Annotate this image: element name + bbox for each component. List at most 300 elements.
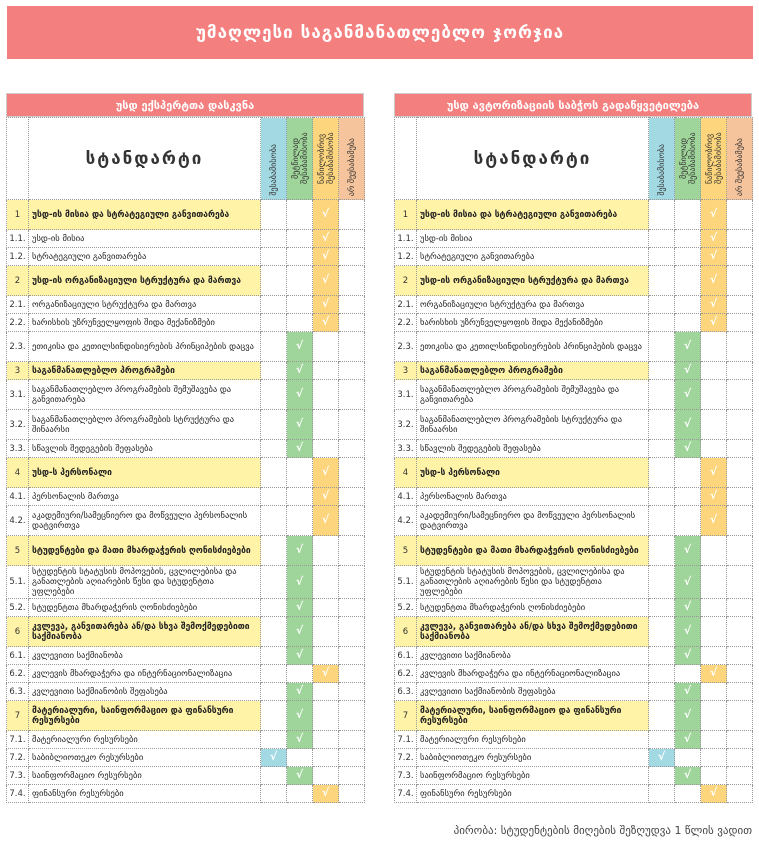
compliant-cell	[261, 410, 287, 440]
standard-name: საგანმანათლებლო პროგრამების შემუშავება და განვითარება	[417, 380, 649, 410]
partial-cell	[701, 362, 727, 380]
check-icon: √	[295, 708, 304, 721]
panel-title: უსდ ექსპერტთა დასკვნა	[6, 93, 364, 117]
partial-cell	[701, 599, 727, 617]
partial-cell	[313, 458, 339, 488]
section-row	[395, 266, 753, 296]
standard-name: კვლევის მხარდაჭერა და ინტერნაციონალიზაცია	[417, 665, 649, 683]
row-number: 6.1.	[7, 647, 29, 665]
standard-name: ეთიკისა და კეთილსინდისიერების პრინციპების დაცვა	[417, 332, 649, 362]
standard-name: უსდ-ის ორგანიზაციული სტრუქტურა და მართვა	[417, 266, 649, 296]
mostly-cell	[675, 314, 701, 332]
partial-cell	[313, 683, 339, 701]
noncompliant-cell	[339, 647, 365, 665]
compliant-cell	[261, 200, 287, 230]
noncompliant-cell	[339, 767, 365, 785]
noncompliant-cell	[727, 536, 753, 566]
table-row	[395, 647, 753, 665]
partial-cell	[701, 458, 727, 488]
mostly-cell	[675, 749, 701, 767]
mostly-cell	[287, 536, 313, 566]
noncompliant-cell	[727, 599, 753, 617]
standard-name: საინფორმაციო რესურსები	[29, 767, 261, 785]
table-row	[395, 731, 753, 749]
mostly-cell	[287, 785, 313, 803]
noncompliant-cell	[339, 731, 365, 749]
check-icon: √	[709, 273, 718, 286]
check-icon: √	[709, 249, 718, 262]
check-icon: √	[683, 363, 692, 376]
noncompliant-cell	[727, 332, 753, 362]
check-icon: √	[709, 465, 718, 478]
standard-name: პერსონალის მართვა	[417, 488, 649, 506]
row-number: 3	[395, 362, 417, 380]
row-number: 4.1.	[7, 488, 29, 506]
noncompliant-cell	[727, 488, 753, 506]
row-number: 3.3.	[395, 440, 417, 458]
table-row	[395, 296, 753, 314]
compliant-cell	[261, 230, 287, 248]
partial-cell	[313, 230, 339, 248]
compliant-cell	[261, 683, 287, 701]
noncompliant-cell	[727, 266, 753, 296]
row-number: 4.2.	[395, 506, 417, 536]
mostly-cell	[675, 488, 701, 506]
mostly-cell	[675, 701, 701, 731]
num-header	[7, 118, 29, 200]
num-header	[395, 118, 417, 200]
row-number: 2.1.	[7, 296, 29, 314]
row-number: 2.3.	[395, 332, 417, 362]
row-number: 5	[7, 536, 29, 566]
row-number: 7.2.	[7, 749, 29, 767]
partial-cell	[701, 380, 727, 410]
table-row	[7, 599, 365, 617]
noncompliant-cell	[339, 230, 365, 248]
partial-cell	[701, 617, 727, 647]
partial-cell	[313, 767, 339, 785]
standard-name: სწავლის შედეგების შეფასება	[417, 440, 649, 458]
compliant-cell	[261, 458, 287, 488]
row-number: 7	[7, 701, 29, 731]
partial-cell	[313, 314, 339, 332]
compliant-cell	[261, 701, 287, 731]
partial-cell	[701, 566, 727, 599]
noncompliant-cell	[339, 665, 365, 683]
check-icon: √	[683, 648, 692, 661]
compliant-cell	[649, 566, 675, 599]
mostly-cell	[287, 683, 313, 701]
standard-name: საგანმანათლებლო პროგრამების შემუშავება და განვითარება	[29, 380, 261, 410]
noncompliant-cell	[727, 683, 753, 701]
compliant-cell	[649, 248, 675, 266]
row-number: 3	[7, 362, 29, 380]
standard-name: უსდ-ის მისია	[29, 230, 261, 248]
partial-cell	[313, 566, 339, 599]
partial-header: ნაწილობრივ შესაბამისობა	[701, 118, 727, 200]
partial-cell	[701, 296, 727, 314]
check-icon: √	[321, 489, 330, 502]
compliant-cell	[649, 440, 675, 458]
table-row	[395, 380, 753, 410]
standard-name: საბიბლიოთეკო რესურსები	[29, 749, 261, 767]
compliant-cell	[261, 566, 287, 599]
table-row	[7, 332, 365, 362]
mostly-cell	[287, 200, 313, 230]
compliant-header: შესაბამისობა	[261, 118, 287, 200]
partial-cell	[313, 380, 339, 410]
row-number: 3.2.	[395, 410, 417, 440]
partial-cell	[701, 683, 727, 701]
compliant-cell	[649, 200, 675, 230]
check-icon: √	[709, 207, 718, 220]
row-number: 2.2.	[7, 314, 29, 332]
standard-name: სტუდენტის სტატუსის მოპოვების, ცვლილებისა და განათლების აღიარების წესი და სტუდენტთა უფლებები	[29, 566, 261, 599]
mostly-cell	[287, 248, 313, 266]
standard-name: უსდ-ის მისია და სტრატეგიული განვითარება	[417, 200, 649, 230]
compliant-cell	[261, 767, 287, 785]
noncompliant-cell	[727, 440, 753, 458]
standard-name: საინფორმაციო რესურსები	[417, 767, 649, 785]
compliant-cell	[649, 647, 675, 665]
noncompliant-cell	[727, 731, 753, 749]
mostly-cell	[675, 440, 701, 458]
row-number: 7.1.	[395, 731, 417, 749]
row-number: 5	[395, 536, 417, 566]
compliant-header: შესაბამისობა	[649, 118, 675, 200]
row-number: 7.4.	[395, 785, 417, 803]
partial-cell	[701, 488, 727, 506]
noncompliant-cell	[339, 749, 365, 767]
standard-name: ეთიკისა და კეთილსინდისიერების პრინციპების დაცვა	[29, 332, 261, 362]
mostly-cell	[675, 248, 701, 266]
check-icon: √	[321, 297, 330, 310]
compliant-cell	[649, 230, 675, 248]
check-icon: √	[295, 600, 304, 613]
standard-header: სტანდარტი	[417, 118, 649, 200]
row-number: 1.2.	[395, 248, 417, 266]
noncompliant-cell	[727, 296, 753, 314]
check-icon: √	[709, 786, 718, 799]
mostly-cell	[675, 230, 701, 248]
noncompliant-cell	[727, 506, 753, 536]
partial-cell	[313, 749, 339, 767]
standard-name: ხარისხის უზრუნველყოფის შიდა მექანიზმები	[417, 314, 649, 332]
row-number: 3.1.	[395, 380, 417, 410]
standard-name: სტრატეგიული განვითარება	[29, 248, 261, 266]
noncompliant-header: არ შეესაბამება	[727, 118, 753, 200]
section-row	[7, 617, 365, 647]
table-row	[395, 440, 753, 458]
standard-name: ხარისხის უზრუნველყოფის შიდა მექანიზმები	[29, 314, 261, 332]
panel-title: უსდ ავტორიზაციის საბჭოს გადაწყვეტილება	[394, 93, 752, 117]
noncompliant-header: არ შეესაბამება	[339, 118, 365, 200]
noncompliant-cell	[727, 701, 753, 731]
mostly-cell	[287, 647, 313, 665]
noncompliant-cell	[727, 410, 753, 440]
standard-name: მატერიალური რესურსები	[29, 731, 261, 749]
mostly-cell	[287, 362, 313, 380]
table-row	[7, 683, 365, 701]
section-row	[7, 458, 365, 488]
standard-name: სტუდენტთა მხარდაჭერის ღონისძიებები	[29, 599, 261, 617]
check-icon: √	[295, 417, 304, 430]
row-number: 6.1.	[395, 647, 417, 665]
partial-cell	[313, 362, 339, 380]
compliant-cell	[261, 536, 287, 566]
section-row	[7, 200, 365, 230]
compliant-cell	[649, 665, 675, 683]
compliant-cell	[261, 506, 287, 536]
partial-cell	[313, 248, 339, 266]
mostly-cell	[675, 506, 701, 536]
table-row	[395, 665, 753, 683]
row-number: 5.1.	[7, 566, 29, 599]
table-row	[395, 314, 753, 332]
compliant-cell	[649, 488, 675, 506]
row-number: 3.2.	[7, 410, 29, 440]
noncompliant-cell	[727, 785, 753, 803]
compliant-cell	[261, 749, 287, 767]
row-number: 2	[395, 266, 417, 296]
noncompliant-cell	[727, 230, 753, 248]
partial-cell	[701, 647, 727, 665]
partial-cell	[313, 617, 339, 647]
mostly-cell	[287, 566, 313, 599]
compliant-cell	[649, 332, 675, 362]
noncompliant-cell	[339, 488, 365, 506]
mostly-cell	[675, 566, 701, 599]
check-icon: √	[321, 273, 330, 286]
standard-name: მატერიალური რესურსები	[417, 731, 649, 749]
table-row	[7, 647, 365, 665]
table-body	[395, 118, 753, 803]
standard-name: უსდ-ს პერსონალი	[29, 458, 261, 488]
standard-name: ორგანიზაციული სტრუქტურა და მართვა	[417, 296, 649, 314]
standard-header: სტანდარტი	[29, 118, 261, 200]
row-number: 6	[395, 617, 417, 647]
noncompliant-cell	[339, 458, 365, 488]
compliant-cell	[261, 785, 287, 803]
noncompliant-cell	[727, 617, 753, 647]
page-title: უმაღლესი საგანმანათლებლო ჯორჯია	[7, 6, 753, 59]
standard-name: კვლევითი საქმიანობის შეფასება	[29, 683, 261, 701]
standard-name: ორგანიზაციული სტრუქტურა და მართვა	[29, 296, 261, 314]
check-icon: √	[295, 543, 304, 556]
check-icon: √	[683, 600, 692, 613]
mostly-cell	[675, 332, 701, 362]
mostly-cell	[675, 599, 701, 617]
mostly-cell	[287, 665, 313, 683]
row-number: 7.3.	[7, 767, 29, 785]
partial-cell	[701, 410, 727, 440]
noncompliant-cell	[339, 410, 365, 440]
table-row	[7, 296, 365, 314]
partial-cell	[313, 332, 339, 362]
table-row	[7, 749, 365, 767]
check-icon: √	[683, 339, 692, 352]
noncompliant-cell	[339, 440, 365, 458]
partial-cell	[313, 731, 339, 749]
compliant-cell	[649, 362, 675, 380]
compliant-cell	[649, 314, 675, 332]
noncompliant-cell	[339, 617, 365, 647]
table-row	[7, 248, 365, 266]
standard-name: სწავლის შედეგების შეფასება	[29, 440, 261, 458]
compliant-cell	[261, 314, 287, 332]
partial-cell	[701, 230, 727, 248]
table-row	[395, 767, 753, 785]
check-icon: √	[295, 732, 304, 745]
partial-cell	[313, 410, 339, 440]
row-number: 6.3.	[7, 683, 29, 701]
compliant-cell	[649, 380, 675, 410]
check-icon: √	[657, 750, 666, 763]
partial-cell	[701, 665, 727, 683]
table-row	[7, 731, 365, 749]
noncompliant-cell	[339, 566, 365, 599]
compliant-cell	[261, 440, 287, 458]
mostly-cell	[675, 617, 701, 647]
partial-cell	[701, 749, 727, 767]
partial-cell	[313, 200, 339, 230]
partial-cell	[701, 536, 727, 566]
noncompliant-cell	[727, 647, 753, 665]
standard-name: ფინანსური რესურსები	[417, 785, 649, 803]
table-row	[7, 506, 365, 536]
check-icon: √	[683, 624, 692, 637]
check-icon: √	[683, 732, 692, 745]
standard-name: მატერიალური, საინფორმაციო და ფინანსური რესურსები	[29, 701, 261, 731]
mostly-cell	[675, 410, 701, 440]
table-row	[7, 767, 365, 785]
mostly-cell	[675, 362, 701, 380]
standard-name: საგანმანათლებლო პროგრამები	[29, 362, 261, 380]
check-icon: √	[709, 489, 718, 502]
table-row	[7, 380, 365, 410]
mostly-cell	[675, 536, 701, 566]
check-icon: √	[295, 441, 304, 454]
section-row	[395, 701, 753, 731]
standard-name: სტუდენტები და მათი მხარდაჭერის ღონისძიებები	[417, 536, 649, 566]
mostly-cell	[287, 266, 313, 296]
standard-name: უსდ-ს პერსონალი	[417, 458, 649, 488]
table-row	[7, 440, 365, 458]
table-row	[7, 785, 365, 803]
standard-name: კვლევითი საქმიანობა	[29, 647, 261, 665]
noncompliant-cell	[339, 506, 365, 536]
check-icon: √	[683, 417, 692, 430]
partial-cell	[313, 440, 339, 458]
compliant-cell	[649, 296, 675, 314]
mostly-cell	[675, 200, 701, 230]
partial-cell	[313, 296, 339, 314]
row-number: 6.2.	[395, 665, 417, 683]
standard-name: საბიბლიოთეკო რესურსები	[417, 749, 649, 767]
row-number: 6.2.	[7, 665, 29, 683]
row-number: 2.2.	[395, 314, 417, 332]
noncompliant-cell	[339, 332, 365, 362]
compliant-cell	[261, 332, 287, 362]
noncompliant-cell	[727, 458, 753, 488]
standard-name: სტუდენტები და მათი მხარდაჭერის ღონისძიებები	[29, 536, 261, 566]
table-row	[395, 248, 753, 266]
standards-table	[394, 117, 753, 803]
check-icon: √	[321, 513, 330, 526]
check-icon: √	[683, 684, 692, 697]
compliant-cell	[649, 701, 675, 731]
table-row	[395, 506, 753, 536]
row-number: 1	[395, 200, 417, 230]
section-row	[395, 617, 753, 647]
noncompliant-cell	[727, 248, 753, 266]
compliant-cell	[261, 296, 287, 314]
noncompliant-cell	[339, 701, 365, 731]
header-row	[395, 118, 753, 200]
compliant-cell	[261, 488, 287, 506]
noncompliant-cell	[339, 683, 365, 701]
check-icon: √	[295, 387, 304, 400]
table-row	[7, 230, 365, 248]
row-number: 7.3.	[395, 767, 417, 785]
noncompliant-cell	[339, 248, 365, 266]
row-number: 5.2.	[7, 599, 29, 617]
compliant-cell	[649, 731, 675, 749]
mostly-cell	[287, 488, 313, 506]
mostly-cell	[287, 332, 313, 362]
compliant-cell	[261, 380, 287, 410]
noncompliant-cell	[339, 266, 365, 296]
partial-cell	[701, 248, 727, 266]
standard-name: სტუდენტთა მხარდაჭერის ღონისძიებები	[417, 599, 649, 617]
row-number: 6.3.	[395, 683, 417, 701]
standard-name: სტუდენტის სტატუსის მოპოვების, ცვლილებისა და განათლების აღიარების წესი და სტუდენტთა უფლებები	[417, 566, 649, 599]
standards-table	[6, 117, 365, 803]
mostly-cell	[287, 230, 313, 248]
standard-name: აკადემიური/სამეცნიერო და მოწვეული პერსონალის დატვირთვა	[417, 506, 649, 536]
mostly-cell	[287, 617, 313, 647]
check-icon: √	[321, 786, 330, 799]
partial-cell	[313, 701, 339, 731]
compliant-cell	[261, 617, 287, 647]
expert-panel	[6, 93, 364, 803]
compliant-cell	[649, 506, 675, 536]
check-icon: √	[683, 574, 692, 588]
table-row	[395, 566, 753, 599]
section-row	[7, 362, 365, 380]
section-row	[395, 362, 753, 380]
row-number: 7	[395, 701, 417, 731]
noncompliant-cell	[727, 200, 753, 230]
row-number: 7.1.	[7, 731, 29, 749]
table-row	[395, 410, 753, 440]
row-number: 4.2.	[7, 506, 29, 536]
check-icon: √	[321, 231, 330, 244]
mostly-cell	[287, 380, 313, 410]
row-number: 4	[395, 458, 417, 488]
section-row	[395, 200, 753, 230]
row-number: 4.1.	[395, 488, 417, 506]
mostly-cell	[675, 380, 701, 410]
row-number: 1.1.	[7, 230, 29, 248]
partial-cell	[313, 785, 339, 803]
mostly-cell	[287, 599, 313, 617]
mostly-cell	[675, 266, 701, 296]
row-number: 5.1.	[395, 566, 417, 599]
standard-name: კვლევა, განვითარება ან/და სხვა შემოქმედებითი საქმიანობა	[417, 617, 649, 647]
standard-name: კვლევითი საქმიანობის შეფასება	[417, 683, 649, 701]
mostly-cell	[287, 440, 313, 458]
